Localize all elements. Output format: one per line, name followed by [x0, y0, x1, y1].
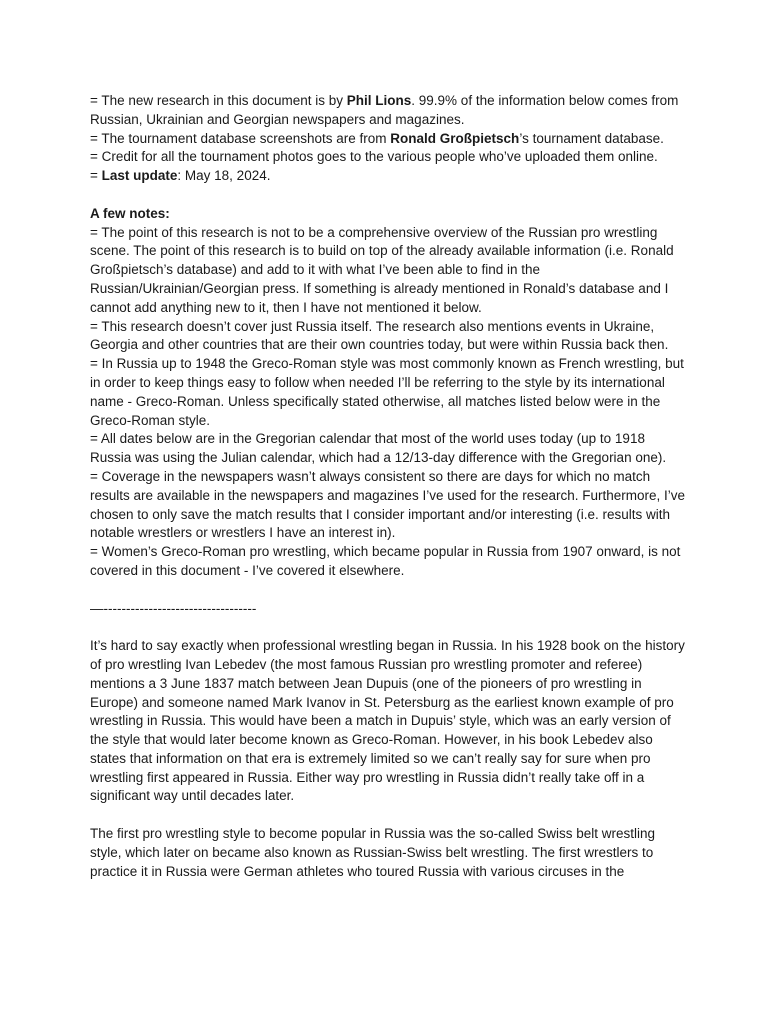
intro-text: ’s tournament database.	[519, 130, 664, 146]
last-update-label: Last update	[101, 168, 178, 184]
last-update-value: : May 18, 2024.	[177, 168, 271, 184]
spacer	[90, 581, 686, 600]
note-item: = This research doesn’t cover just Russia itself. The research also mentions events in Ukraine, Georgia and other countries that are their own countries today, but were within Russia back then.	[90, 318, 669, 353]
intro-text: =	[90, 168, 102, 184]
author-name: Phil Lions	[346, 93, 412, 108]
section-divider: —----------------------------------	[90, 600, 257, 616]
spacer	[90, 806, 686, 825]
intro-line-update	[90, 167, 686, 186]
note-item: = In Russia up to 1948 the Greco-Roman style was most commonly known as French wrestling, but in order to keep things easy to follow when needed I’ll be referring to the style by its international name - Greco-Roman. Unless specifically stated otherwise, all matches listed below were in the Greco-Roman style.	[90, 356, 684, 428]
intro-line-author	[90, 92, 686, 130]
note-item: = Women’s Greco-Roman pro wrestling, which became popular in Russia from 1907 onward, is not covered in this document - I’ve covered it elsewhere.	[90, 544, 681, 578]
note-item: = The point of this research is not to be a comprehensive overview of the Russian pro wrestling scene. The point of this research is to build on top of the already available information (i.e. Ronald Großpietsch’s database) and add to it with what I’ve been able to find in the Russian/Ukrainian/Georgian press. If something is already mentioned in Ronald’s database and I cannot add anything new to it, then I have not mentioned it below.	[90, 224, 674, 315]
document-page	[90, 92, 686, 881]
body-paragraph: It’s hard to say exactly when professional wrestling began in Russia. In his 1928 book on the history of pro wrestling Ivan Lebedev (the most famous Russian pro wrestling promoter and referee) mentions a 3 June 1837 match between Jean Dupuis (one of the pioneers of pro wrestling in Europe) and someone named Mark Ivanov in St. Petersburg as the earliest known example of pro wrestling in Russia. This would have been a match in Dupuis’ style, which was an early version of the style that would later become known as Greco-Roman. However, in his book Lebedev also states that information on that era is extremely limited so we can’t really say for sure when pro wrestling first appeared in Russia. Either way pro wrestling in Russia didn’t really take off in a significant way until decades later.	[90, 638, 685, 804]
notes-heading	[90, 205, 686, 224]
intro-text: . 99.9% of the information below comes from Russian, Ukrainian and Georgian newspapers and magazines.	[90, 93, 679, 127]
notes-heading-text: A few notes:	[90, 205, 170, 221]
note-item: = All dates below are in the Gregorian calendar that most of the world uses today (up to 1918 Russia was using the Julian calendar, which had a 12/13-day difference with the Gregorian one).	[90, 431, 667, 466]
intro-line-database	[90, 130, 686, 149]
intro-text: = The new research in this document is by	[90, 93, 347, 108]
intro-text: = The tournament database screenshots are from	[90, 130, 391, 146]
spacer	[90, 186, 686, 205]
note-item: = Coverage in the newspapers wasn’t always consistent so there are days for which no match results are available in the newspapers and magazines I’ve used for the research. Furthermore, I’ve chosen to only save the match results that I consider important and/or interesting (i.e. results with notable wrestlers or wrestlers I have an interest in).	[90, 468, 686, 541]
spacer	[90, 618, 686, 637]
database-author-name: Ronald Großpietsch	[390, 130, 520, 146]
intro-line-credit: = Credit for all the tournament photos goes to the various people who’ve uploaded them online.	[90, 149, 658, 165]
body-paragraph: The first pro wrestling style to become popular in Russia was the so-called Swiss belt wrestling style, which later on became also known as Russian-Swiss belt wrestling. The first wrestlers to practice it in Russia were German athletes who toured Russia with various circuses in the	[90, 826, 655, 879]
